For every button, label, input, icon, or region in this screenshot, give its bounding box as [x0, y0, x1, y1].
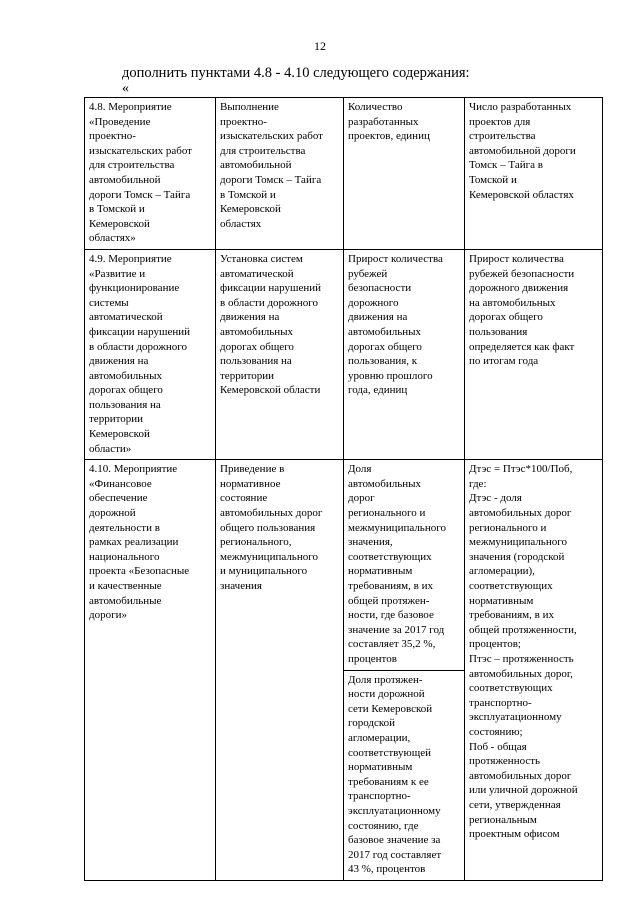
activities-table	[84, 97, 603, 881]
indicator-cell-secondary: Доля протяжен- ности дорожной сети Кемеровской городской агломерации, соответствующей нормативным требованиям к ее транспортно- эксплуатационному состоянию, где базовое значение за 2017 год составляет 43 %, процентов	[344, 670, 465, 880]
indicator-cell: Количество разработанных проектов, единиц	[344, 98, 465, 250]
method-cell: Дтэс = Птэс*100/Поб, где: Дтэс - доля автомобильных дорог регионального и межмуниципального значения (городской агломерации), соответствующих нормативным требованиям, в их общей протяженности, процентов; Птэс – протяженность автомобильных дорог, соответствующих транспортно- эксплуатационному состоянию; Поб - общая протяженность автомобильных дорог или уличной дорожной сети, утвержденная региональным проектным офисом	[465, 460, 603, 881]
indicator-cell: Доля автомобильных дорог регионального и межмуниципального значения, соответствующих нормативным требованиям, в их общей протяжен- ности, где базовое значение за 2017 год составляет 35,2 %, процентов	[344, 460, 465, 670]
method-cell: Прирост количества рубежей безопасности дорожного движения на автомобильных дорогах общего пользования определяется как факт по итогам года	[465, 249, 603, 459]
table-row	[85, 460, 603, 670]
description-cell: Выполнение проектно- изыскательских работ для строительства автомобильной дороги Томск – Тайга в Томской и Кемеровской областях	[216, 98, 344, 250]
activity-cell: 4.8. Мероприятие «Проведение проектно- изыскательских работ для строительства автомобильной дороги Томск – Тайга в Томской и Кемеровской областях»	[85, 98, 216, 250]
method-cell: Число разработанных проектов для строительства автомобильной дороги Томск – Тайга в Томской и Кемеровской областях	[465, 98, 603, 250]
indicator-cell: Прирост количества рубежей безопасности дорожного движения на автомобильных дорогах общего пользования, к уровню прошлого года, единиц	[344, 249, 465, 459]
table-row	[85, 249, 603, 459]
intro-text: дополнить пунктами 4.8 - 4.10 следующего содержания:	[122, 65, 470, 81]
opening-quote-mark: «	[122, 81, 129, 96]
page-number: 12	[314, 39, 326, 53]
description-cell: Установка систем автоматической фиксации нарушений в области дорожного движения на автомобильных дорогах общего пользования на территории Кемеровской области	[216, 249, 344, 459]
table-row	[85, 98, 603, 250]
description-cell: Приведение в нормативное состояние автомобильных дорог общего пользования регионального, межмуниципального и муниципального значения	[216, 460, 344, 881]
activity-cell: 4.10. Мероприятие «Финансовое обеспечение дорожной деятельности в рамках реализации национального проекта «Безопасные и качественные автомобильные дороги»	[85, 460, 216, 881]
activity-cell: 4.9. Мероприятие «Развитие и функционирование системы автоматической фиксации нарушений в области дорожного движения на автомобильных дорогах общего пользования на территории Кемеровской области»	[85, 249, 216, 459]
